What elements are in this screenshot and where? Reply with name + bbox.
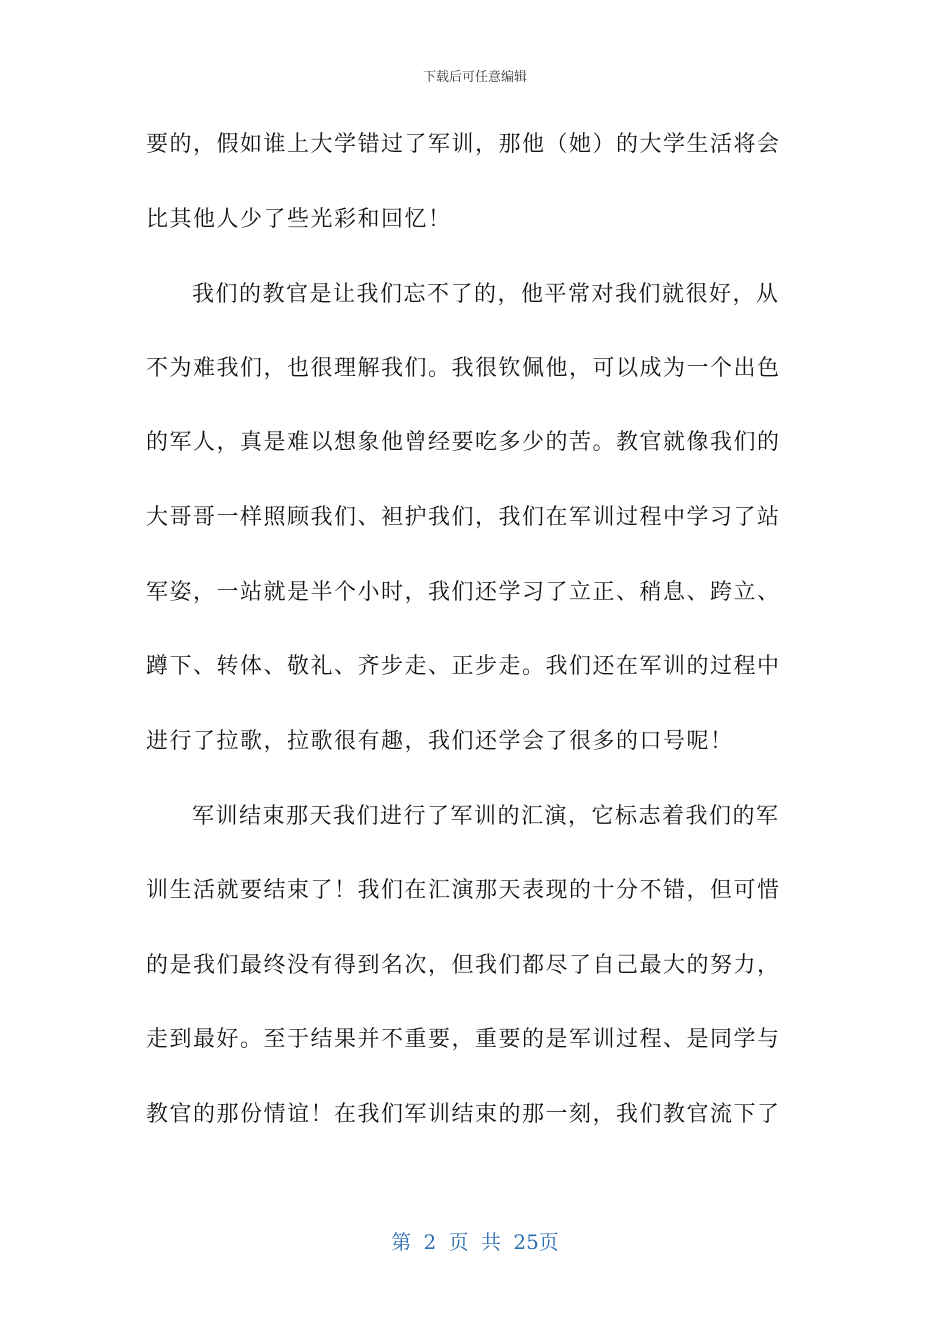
text-line: 蹲下、转体、敬礼、齐步走、正步走。我们还在军训的过程中 [146,654,781,679]
text-line: 要的，假如谁上大学错过了军训，那他（她）的大学生活将会 [146,132,781,157]
text-line: 教官的那份情谊！在我们军训结束的那一刻，我们教官流下了 [146,1102,781,1127]
page-number-footer: 第 2 页 共 25页 [391,1230,559,1254]
text-line: 走到最好。至于结果并不重要，重要的是军训过程、是同学与 [146,1027,781,1052]
text-line: 军姿，一站就是半个小时，我们还学习了立正、稍息、跨立、 [146,580,781,605]
paragraph-start-line: 军训结束那天我们进行了军训的汇演，它标志着我们的军 [192,804,780,829]
text-line: 比其他人少了些光彩和回忆！ [146,207,452,232]
text-line: 大哥哥一样照顾我们、袒护我们，我们在军训过程中学习了站 [146,505,781,530]
text-line: 的军人，真是难以想象他曾经要吃多少的苦。教官就像我们的 [146,430,781,455]
page-header: 下载后可任意编辑 [422,70,527,85]
text-line: 进行了拉歌，拉歌很有趣，我们还学会了很多的口号呢！ [146,729,734,754]
paragraph-start-line: 我们的教官是让我们忘不了的，他平常对我们就很好，从 [192,282,780,307]
text-line: 不为难我们，也很理解我们。我很钦佩他，可以成为一个出色 [146,356,781,381]
text-line: 训生活就要结束了！我们在汇演那天表现的十分不错，但可惜 [146,878,781,903]
text-line: 的是我们最终没有得到名次，但我们都尽了自己最大的努力， [146,953,781,978]
